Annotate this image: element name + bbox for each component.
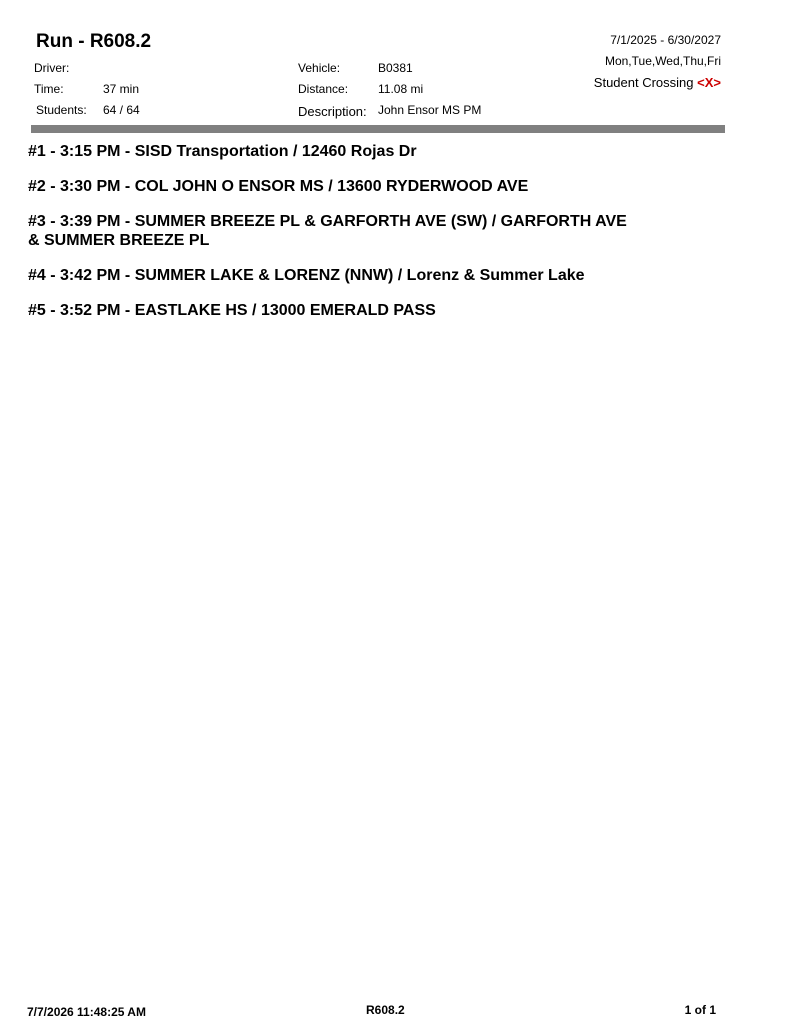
service-days: Mon,Tue,Wed,Thu,Fri <box>604 54 721 68</box>
student-crossing-label: Student Crossing <box>593 75 694 90</box>
student-crossing <box>594 75 721 90</box>
stop-list <box>28 142 628 336</box>
driver-label: Driver: <box>34 61 70 75</box>
students-label: Students: <box>36 103 87 117</box>
date-range: 7/1/2025 - 6/30/2027 <box>610 33 721 47</box>
vehicle-label: Vehicle: <box>298 61 341 75</box>
students-value: 64 / 64 <box>103 103 140 117</box>
footer-timestamp: 7/7/2026 11:48:25 AM <box>27 1005 146 1019</box>
description-value: John Ensor MS PM <box>378 103 482 117</box>
distance-value: 11.08 mi <box>378 82 424 96</box>
vehicle-value: B0381 <box>378 61 413 75</box>
header-divider <box>31 125 725 133</box>
stop-item-4: #4 - 3:42 PM - SUMMER LAKE & LORENZ (NNW) / Lorenz & Summer Lake <box>28 267 585 284</box>
stop-item-1: #1 - 3:15 PM - SISD Transportation / 12460 Rojas Dr <box>28 143 417 160</box>
time-value: 37 min <box>103 82 140 96</box>
distance-label: Distance: <box>298 82 349 96</box>
stop-item-2: #2 - 3:30 PM - COL JOHN O ENSOR MS / 13600 RYDERWOOD AVE <box>28 178 529 195</box>
description-label: Description: <box>298 104 367 119</box>
run-title: Run - R608.2 <box>36 31 152 52</box>
footer-page-number: 1 of 1 <box>684 1003 716 1017</box>
footer-run-id: R608.2 <box>366 1003 405 1017</box>
time-label: Time: <box>34 82 64 96</box>
stop-item-5: #5 - 3:52 PM - EASTLAKE HS / 13000 EMERALD PASS <box>28 302 436 319</box>
stop-item-3: #3 - 3:39 PM - SUMMER BREEZE PL & GARFORTH AVE (SW) / GARFORTH AVE & SUMMER BREEZE PL <box>28 213 627 249</box>
student-crossing-value: <X> <box>697 75 721 90</box>
